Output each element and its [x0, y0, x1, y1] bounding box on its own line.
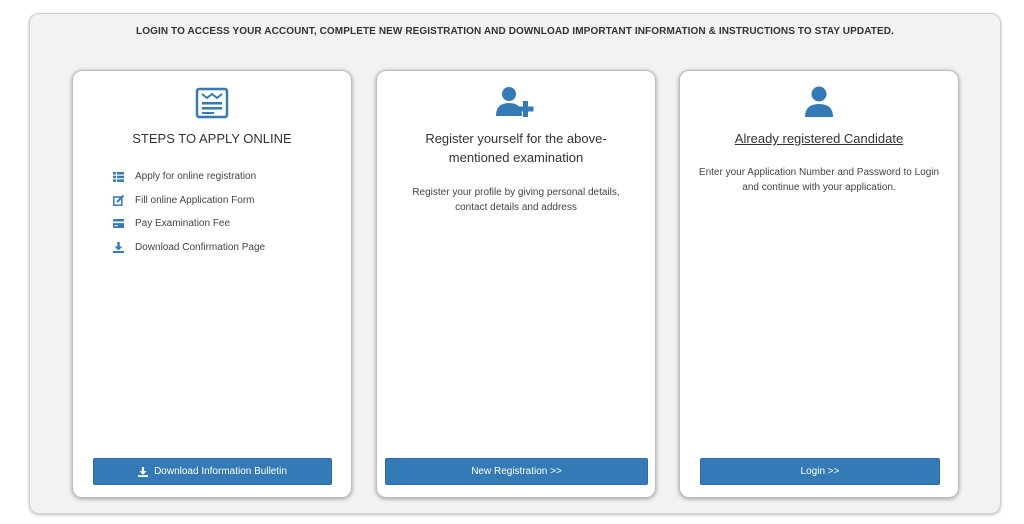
login-card [679, 70, 959, 498]
steps-title: STEPS TO APPLY ONLINE [132, 131, 292, 146]
user-plus-icon [377, 85, 655, 124]
new-registration-button[interactable]: New Registration >> [385, 458, 648, 485]
list-item [113, 236, 265, 260]
user-icon [680, 85, 958, 124]
register-card [376, 70, 656, 498]
login-title[interactable]: Already registered Candidate [734, 131, 904, 146]
download-icon [113, 242, 135, 253]
download-icon [138, 467, 148, 477]
list-item [113, 189, 265, 213]
step-label: Apply for online registration [135, 171, 257, 183]
info-banner: LOGIN TO ACCESS YOUR ACCOUNT, COMPLETE NEW REGISTRATION AND DOWNLOAD IMPORTANT INFORMATION & INSTRUCTIONS TO STAY UPDATED. [136, 26, 894, 37]
download-bulletin-button[interactable] [93, 458, 332, 485]
list-item [113, 212, 265, 236]
login-button[interactable]: Login >> [700, 458, 940, 485]
register-title: Register yourself for the above-mentioned examination [425, 131, 607, 165]
login-description: Enter your Application Number and Password to Login and continue with your application. [698, 167, 940, 193]
step-label: Fill online Application Form [135, 194, 255, 206]
list-icon [113, 172, 135, 182]
edit-icon [113, 195, 135, 206]
list-item [113, 165, 265, 189]
steps-card [72, 70, 352, 498]
card-icon [113, 219, 135, 228]
form-list-icon [73, 87, 351, 124]
step-label: Pay Examination Fee [135, 218, 231, 230]
step-label: Download Confirmation Page [135, 241, 266, 253]
steps-list [113, 165, 265, 259]
register-description: Register your profile by giving personal details, contact details and address [412, 187, 620, 213]
download-bulletin-label: Download Information Bulletin [154, 466, 287, 477]
main-panel [29, 13, 1001, 514]
